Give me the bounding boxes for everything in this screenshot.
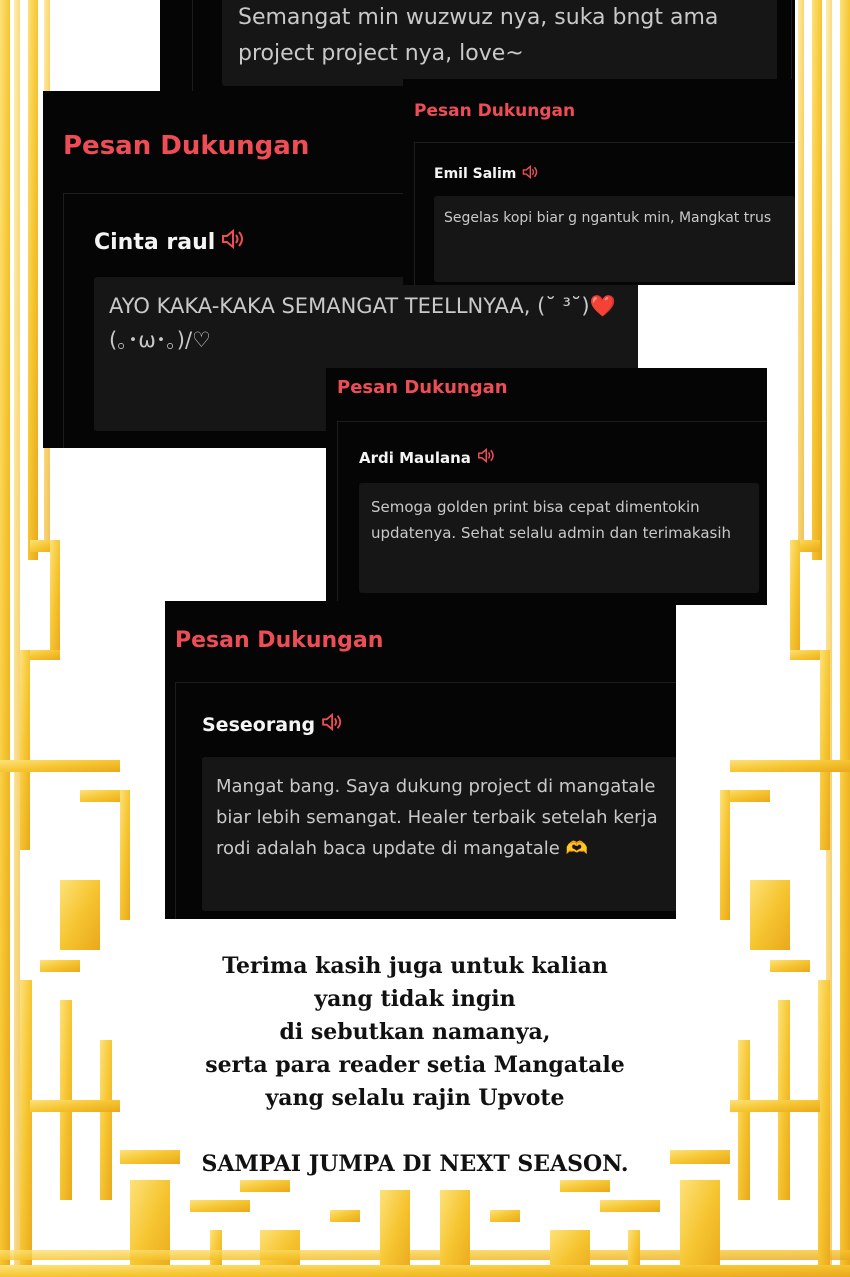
thanks-line-2: yang tidak ingin: [314, 986, 516, 1012]
sender-name: [434, 165, 540, 183]
message-box: [434, 196, 795, 282]
message-text: Segelas kopi biar g ngantuk min, Mangkat trus: [444, 210, 772, 226]
speaker-icon: [477, 448, 497, 467]
support-card-ardi-maulana: [326, 368, 767, 605]
speaker-icon: [221, 229, 247, 255]
sender-name-text: Emil Salim: [434, 166, 517, 182]
message-text: Semoga golden print bisa cepat dimentokin updatenya. Sehat selalu admin dan terimakasih: [371, 498, 732, 542]
card-heading: Pesan Dukungan: [414, 101, 576, 121]
card-heading: Pesan Dukungan: [63, 131, 310, 161]
thanks-line-5: yang selalu rajin Upvote: [265, 1085, 565, 1111]
closing-text: SAMPAI JUMPA DI NEXT SEASON.: [201, 1151, 629, 1177]
sender-name-text: Seseorang: [202, 713, 316, 736]
thanks-line-3: di sebutkan namanya,: [279, 1019, 551, 1045]
speaker-icon: [522, 165, 540, 183]
support-card-seseorang: [165, 601, 676, 919]
message-text: Semangat min wuzwuz nya, suka bngt ama project project nya, love~: [238, 5, 719, 66]
sender-name: [202, 713, 345, 736]
speaker-icon: [321, 713, 345, 736]
sender-name: [94, 229, 247, 255]
message-text: Mangat bang. Saya dukung project di mangatale biar lebih semangat. Healer terbaik setelah kerja rodi adalah baca update di mangatale 🫶: [216, 776, 658, 859]
message-box: [359, 483, 759, 593]
sender-name-text: Cinta raul: [94, 229, 216, 255]
card-heading: Pesan Dukungan: [337, 377, 508, 398]
sender-name-text: Ardi Maulana: [359, 448, 471, 467]
sender-name: [359, 448, 497, 467]
thanks-text: [150, 950, 680, 1115]
message-text: AYO KAKA-KAKA SEMANGAT TEELLNYAA, (˘ ³˘)❤️(｡･ω･｡)/♡: [109, 294, 616, 352]
message-box: [202, 757, 676, 911]
card-heading: Pesan Dukungan: [175, 628, 384, 653]
thanks-line-4: serta para reader setia Mangatale: [205, 1052, 625, 1078]
thanks-line-1: Terima kasih juga untuk kalian: [222, 953, 608, 979]
support-card-emil-salim: [403, 79, 795, 285]
message-box: [222, 0, 777, 86]
